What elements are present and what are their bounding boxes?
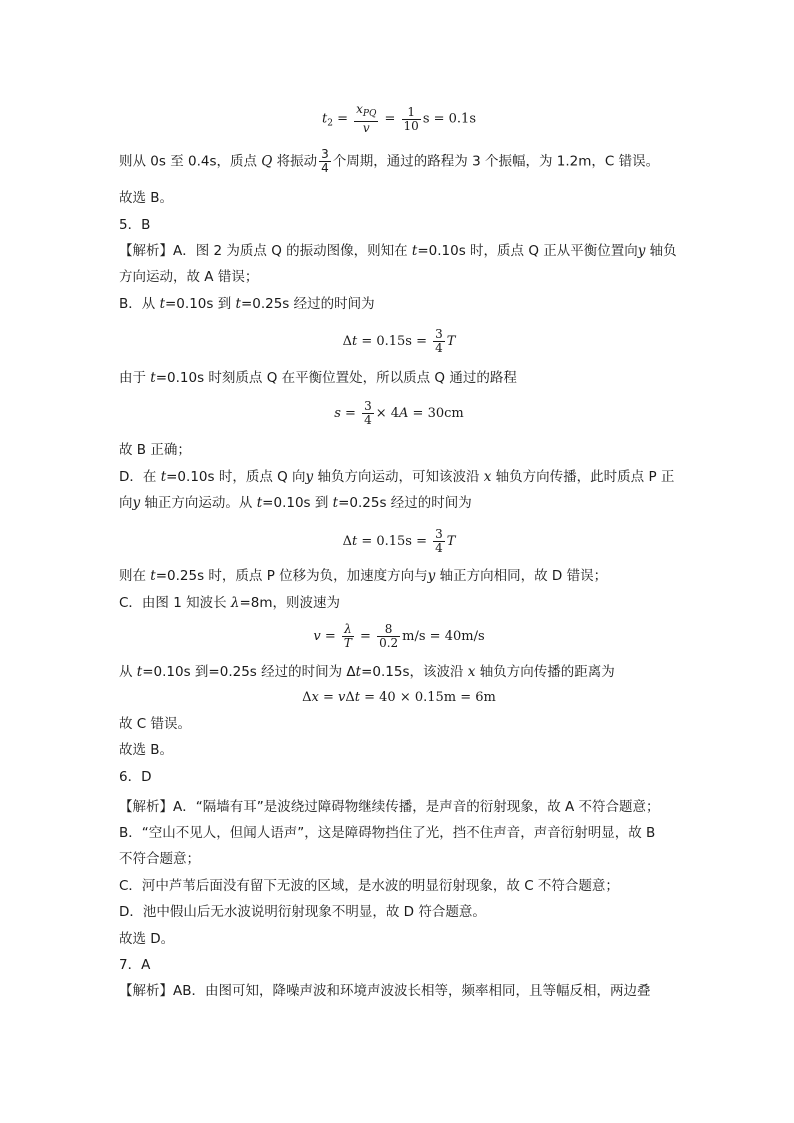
text-line: 【解析】A．“隔墙有耳”是波绕过障碍物继续传播，是声音的衍射现象，故 A 不符合题意；	[119, 799, 660, 815]
question-number: 5．B	[119, 217, 151, 233]
equation-distance: Δx = vΔt = 40 × 0.15m = 6m	[302, 690, 496, 705]
equation-wave-speed: v = $\frac{\lambda}{T}$ = $\frac{8}{0.2}$ m/s = 40m/s	[313, 622, 485, 650]
fraction: $\frac{1}{10}$	[403, 104, 419, 133]
text-line: C．由图 1 知波长 λ=8m，则波速为	[119, 595, 341, 611]
equation-delta-t: Δt = 0.15s = $\frac{3}{4}$ T	[342, 527, 456, 555]
fraction: $\frac{\lambda}{T}$	[343, 622, 352, 650]
text-line: 方向运动，故 A 错误；	[119, 269, 259, 285]
fraction: $\frac{3}{4}$	[435, 527, 443, 555]
text-line: 从 t=0.10s 到=0.25s 经过的时间为 Δt=0.15s，该波沿 x 轴负方向传播的距离为	[119, 664, 615, 680]
fraction: $\frac{3}{4}$	[435, 327, 443, 355]
equation-delta-t: Δt = 0.15s = $\frac{3}{4}$ T	[342, 327, 456, 355]
equation-path-s: s = $\frac{3}{4}$ × 4A = 30cm	[334, 399, 464, 427]
text-line: 故 C 错误。	[119, 716, 192, 732]
equation-t2: $t_2$ = $\frac{x_{PQ}}{v}$ = $\frac{1}{10}$ s = 0.1s	[322, 102, 476, 135]
text-line: 则在 t=0.25s 时，质点 P 位移为负，加速度方向与y 轴正方向相同，故 D 错误；	[119, 568, 608, 584]
text-line: 向y 轴正方向运动。从 t=0.10s 到 t=0.25s 经过的时间为	[119, 495, 472, 511]
text-line: 故选 D。	[119, 931, 175, 947]
text-line: D．池中假山后无水波说明衍射现象不明显，故 D 符合题意。	[119, 904, 486, 920]
text-line: 由于 t=0.10s 时刻质点 Q 在平衡位置处，所以质点 Q 通过的路程	[119, 370, 517, 386]
text-line: 故 B 正确；	[119, 442, 191, 458]
fraction: $\frac{3}{4}$	[321, 147, 329, 175]
text-line: 【解析】AB．由图可知，降噪声波和环境声波波长相等，频率相同，且等幅反相，两边叠	[119, 983, 651, 999]
text-line: 故选 B。	[119, 190, 174, 206]
text-line: B．“空山不见人，但闻人语声”，这是障碍物挡住了光，挡不住声音，声音衍射明显，故 B	[119, 825, 656, 841]
question-number: 7．A	[119, 957, 151, 973]
fraction: $\frac{x_{PQ}}{v}$	[356, 102, 377, 135]
text-line: 故选 B。	[119, 742, 174, 758]
text-line: B．从 t=0.10s 到 t=0.25s 经过的时间为	[119, 296, 375, 312]
fraction: $\frac{8}{0.2}$	[379, 622, 399, 650]
fraction: $\frac{3}{4}$	[364, 399, 372, 427]
text-line: D．在 t=0.10s 时，质点 Q 向y 轴负方向运动，可知该波沿 x 轴负方向传播，此时质点 P 正	[119, 469, 675, 485]
question-number: 6．D	[119, 769, 152, 785]
text-line: 不符合题意；	[119, 851, 200, 867]
text-line: C．河中芦苇后面没有留下无波的区域，是水波的明显衍射现象，故 C 不符合题意；	[119, 878, 619, 894]
text-line: 【解析】A．图 2 为质点 Q 的振动图像，则知在 t=0.10s 时，质点 Q 正从平衡位置向y 轴负	[119, 243, 677, 259]
text-line: 则从 0s 至 0.4s，质点 Q 将振动 $\frac{3}{4}$ 个周期，通过的路程为 3 个振幅，为 1.2m，C 错误。	[119, 147, 660, 175]
